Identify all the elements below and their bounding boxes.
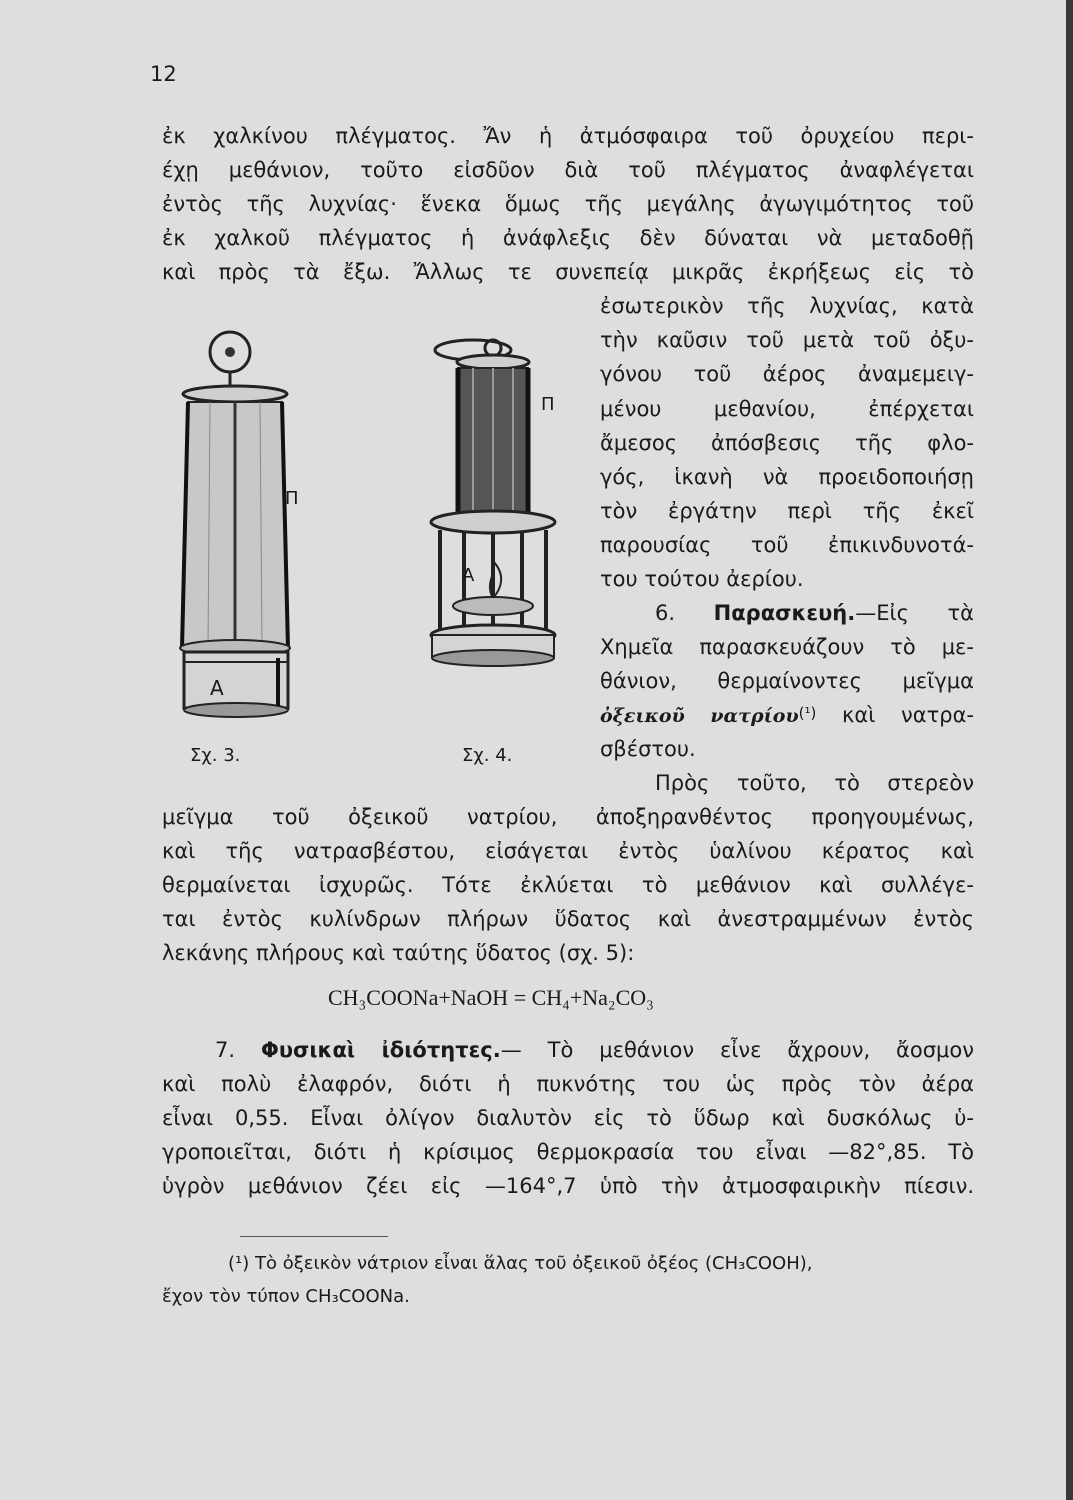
text-line: μένου μεθανίου, ἐπέρχεται: [600, 397, 974, 421]
text-line: ἐκ χαλκοῦ πλέγματος ἡ ἀνάφλεξις δὲν δύναται νὰ μεταδοθῇ: [162, 226, 974, 250]
text-line: θερμαίνεται ἰσχυρῶς. Τότε ἐκλύεται τὸ μεθάνιον καὶ συλλέγε-: [162, 873, 974, 897]
footnote-marker: (¹): [228, 1253, 250, 1274]
section-number: 6.: [655, 601, 676, 625]
figure-3-caption: Σχ. 3.: [190, 745, 241, 766]
reactant: NaOH: [450, 985, 509, 1010]
section-lead: — Τὸ μεθάνιον εἶνε ἄχρουν, ἄοσμον: [500, 1038, 974, 1062]
text-line: γόνου τοῦ ἀέρος ἀναμεμειγ-: [600, 362, 974, 386]
text-line: ὑγρὸν μεθάνιον ζέει εἰς —164°,7 ὑπὸ τὴν ἀτμοσφαιρικὴν πίεσιν.: [162, 1174, 974, 1198]
text-line: καὶ πρὸς τὰ ἔξω. Ἄλλως τε συνεπείᾳ μικρᾶς ἐκρήξεως εἰς τὸ: [162, 260, 974, 284]
text-line: μεῖγμα τοῦ ὀξεικοῦ νατρίου, ἀποξηρανθέντος προηγουμένως,: [162, 805, 974, 829]
text-line: Χημεῖα παρασκευάζουν τὸ με-: [600, 635, 974, 659]
figure-3-label-pi: Π: [285, 488, 299, 509]
text-line: του τούτου ἀερίου.: [600, 567, 804, 591]
text-line: ἐσωτερικὸν τῆς λυχνίας, κατὰ: [600, 294, 974, 318]
italic-term: ὀξεικοῦ νατρίου: [600, 705, 799, 727]
text-line: καὶ πολὺ ἐλαφρόν, διότι ἡ πυκνότης του ὡς πρὸς τὸν ἀέρα: [162, 1072, 974, 1096]
figure-4-label-a: Α: [462, 565, 475, 586]
text-line-with-term: [600, 705, 974, 726]
text-line: ται ἐντὸς κυλίνδρων πλήρων ὕδατος καὶ ἀνεστραμμένων ἐντὸς: [162, 907, 974, 931]
section-title: Φυσικαὶ ἰδιότητες.: [260, 1038, 501, 1062]
equals-sign: =: [513, 985, 527, 1010]
text-line: σβέστου.: [600, 737, 696, 761]
reactant: CH₃COONa: [328, 985, 439, 1010]
section-7-heading: [215, 1040, 974, 1061]
figure-3-label-a: Α: [210, 676, 224, 700]
section-6-heading: [655, 603, 974, 624]
section-number: 7.: [215, 1038, 236, 1062]
text-line: γός, ἱκανὴ νὰ προειδοποιήσῃ: [600, 465, 974, 489]
text-line: έχῃ μεθάνιον, τοῦτο εἰσδῦον διὰ τοῦ πλέγματος ἀναφλέγεται: [162, 158, 974, 182]
figure-4-safety-lamp: [418, 330, 568, 700]
text-fragment: καὶ νατρα-: [842, 703, 975, 727]
page-number: 12: [150, 62, 177, 86]
footnote-ref: (¹): [798, 704, 817, 722]
text-line: Πρὸς τοῦτο, τὸ στερεὸν: [655, 771, 974, 795]
text-line: ἐκ χαλκίνου πλέγματος. Ἄν ἡ ἀτμόσφαιρα τοῦ ὀρυχείου περι-: [162, 124, 974, 148]
page-edge-shadow: [1066, 0, 1073, 1500]
text-line: ἐντὸς τῆς λυχνίας· ἕνεκα ὅμως τῆς μεγάλης ἀγωγιμότητος τοῦ: [162, 192, 974, 216]
text-line: εἶναι 0,55. Εἶναι ὀλίγον διαλυτὸν εἰς τὸ ὕδωρ καὶ δυσκόλως ὑ-: [162, 1106, 974, 1130]
text-line: τὴν καῦσιν τοῦ μετὰ τοῦ ὀξυ-: [600, 328, 974, 352]
plus-sign: +: [438, 985, 451, 1010]
text-line: καὶ τῆς νατρασβέστου, εἰσάγεται ἐντὸς ὑαλίνου κέρατος καὶ: [162, 839, 974, 863]
text-line: παρουσίας τοῦ ἐπικινδυνοτά-: [600, 533, 974, 557]
plus-sign: +: [569, 985, 583, 1010]
text-line: τὸν ἐργάτην περὶ τῆς ἐκεῖ: [600, 499, 974, 523]
text-line: ἄμεσος ἀπόσβεσις τῆς φλο-: [600, 431, 974, 455]
section-lead: —Εἰς τὰ: [855, 601, 974, 625]
product: Na₂CO₃: [582, 985, 654, 1010]
text-line: λεκάνης πλήρους καὶ ταύτης ὕδατος (σχ. 5):: [162, 941, 635, 965]
footnote-rule: [240, 1236, 388, 1237]
text-line: θάνιον, θερμαίνοντες μεῖγμα: [600, 669, 974, 693]
section-title: Παρασκευή.: [713, 601, 856, 625]
figure-4-label-pi: Π: [541, 394, 555, 415]
text-line: γροποιεῖται, διότι ἡ κρίσιμος θερμοκρασία του εἶναι —82°,85. Τὸ: [162, 1140, 974, 1164]
product: CH₄: [531, 985, 570, 1010]
figure-3-safety-lamp: [170, 330, 320, 740]
footnote-text: Τὸ ὀξεικὸν νάτριον εἶναι ἅλας τοῦ ὀξεικοῦ ὀξέος (CH₃COOH),: [255, 1253, 813, 1274]
figure-4-caption: Σχ. 4.: [462, 745, 513, 766]
chemical-equation: [328, 985, 654, 1011]
footnote-line: [228, 1253, 813, 1274]
footnote-line: ἔχον τὸν τύπον CH₃COONa.: [162, 1286, 410, 1307]
